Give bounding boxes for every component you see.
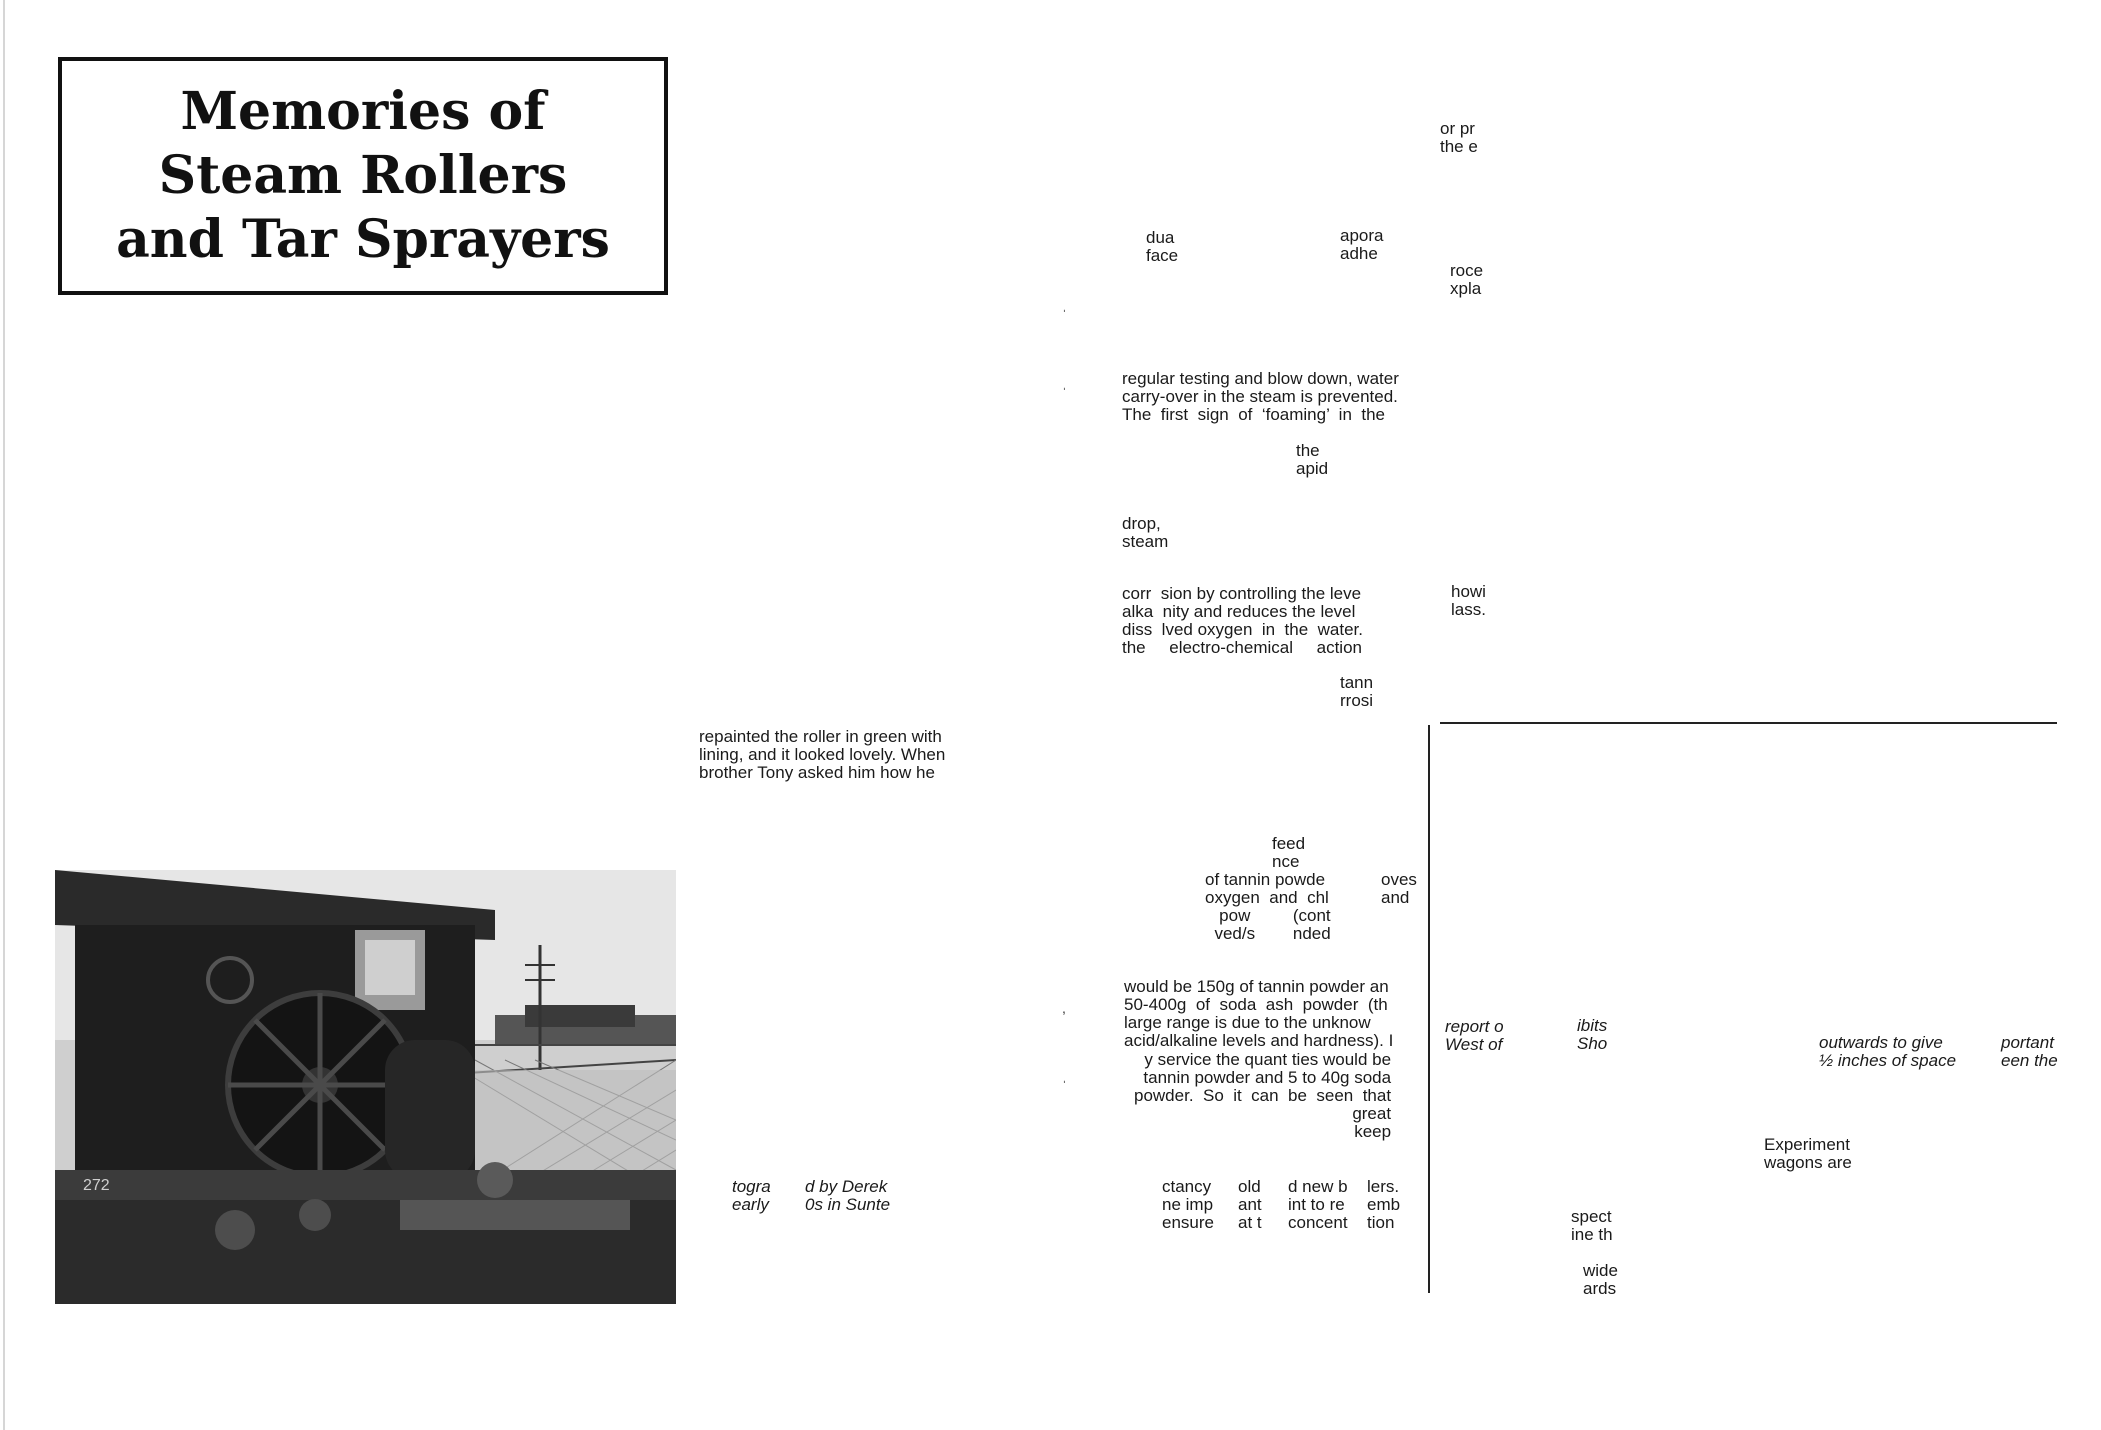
column-divider-horizontal (1440, 722, 2057, 724)
fragment-drop: drop, steam (1122, 514, 1169, 551)
fragment-tann: tann rrosi (1340, 673, 1374, 710)
article-title-box (58, 57, 668, 295)
margin-mark: ˈ (1062, 1078, 1067, 1094)
column-divider-vertical (1428, 725, 1430, 1293)
fragment-the-apid: the apid (1296, 441, 1329, 478)
fragment-experiment: Experiment wagons are (1764, 1135, 1852, 1172)
margin-mark: ˈ (1062, 385, 1067, 401)
fragment-d-new: d new b int to re concent (1288, 1177, 1348, 1232)
fragment-oves: oves and (1381, 870, 1417, 907)
body-text-repainted: repainted the roller in green with lining, and it looked lovely. When brother Tony asked him how he (699, 727, 946, 782)
title-line-2: Steam Rollers (158, 145, 568, 206)
roller-number-plate: 272 (83, 1177, 110, 1194)
photo-caption-fragment-b: d by Derek 0s in Sunte (805, 1177, 891, 1214)
title-line-3: and Tar Sprayers (116, 209, 610, 270)
fragment-tannin-powder: of tannin powde oxygen and chl pow (cont ved/s nded (1205, 870, 1331, 943)
fragment-apora: apora adhe (1340, 226, 1384, 263)
body-text-service: y service the quant ties would be tannin powder and 5 to 40g soda powder. So it can be seen that great keep (1134, 1050, 1392, 1141)
fragment-portant: portant een the (2001, 1033, 2058, 1070)
body-text-corrosion: corr sion by controlling the leve alka nity and reduces the level diss lved oxygen in the water. the electro-chemical action (1122, 584, 1363, 657)
photo-caption-fragment-a: togra early (732, 1177, 771, 1214)
fragment-old: old ant at t (1238, 1177, 1262, 1232)
fragment-or-pr: or pr the e (1440, 119, 1478, 156)
margin-mark: , (1062, 1000, 1066, 1016)
body-text-regular-testing: regular testing and blow down, water carry-over in the steam is prevented. The first sign of ‘foaming’ in the (1122, 369, 1399, 424)
margin-mark: ˈ (1062, 307, 1067, 323)
fragment-ctancy: ctancy ne imp ensure (1162, 1177, 1214, 1232)
fragment-wide: wide ards (1583, 1261, 1618, 1298)
fragment-feed: feed nce (1272, 834, 1306, 871)
title-line-1: Memories of (180, 81, 546, 142)
fragment-report: report o West of (1445, 1017, 1504, 1054)
fragment-dua: dua face (1146, 228, 1179, 265)
fragment-ibits: ibits Sho (1577, 1016, 1608, 1053)
body-text-would-be: would be 150g of tannin powder an 50-400g of soda ash powder (th large range is due to the unknow acid/alkaline levels and hardness). I (1124, 977, 1394, 1050)
fragment-spect: spect ine th (1571, 1207, 1613, 1244)
fragment-howi: howi lass. (1451, 582, 1486, 619)
page-edge-rule (3, 0, 5, 1430)
fragment-outwards: outwards to give ½ inches of space (1819, 1033, 1957, 1070)
steam-roller-photo (55, 870, 676, 1304)
fragment-roce: roce xpla (1450, 261, 1484, 298)
fragment-lers: lers. emb tion (1367, 1177, 1401, 1232)
